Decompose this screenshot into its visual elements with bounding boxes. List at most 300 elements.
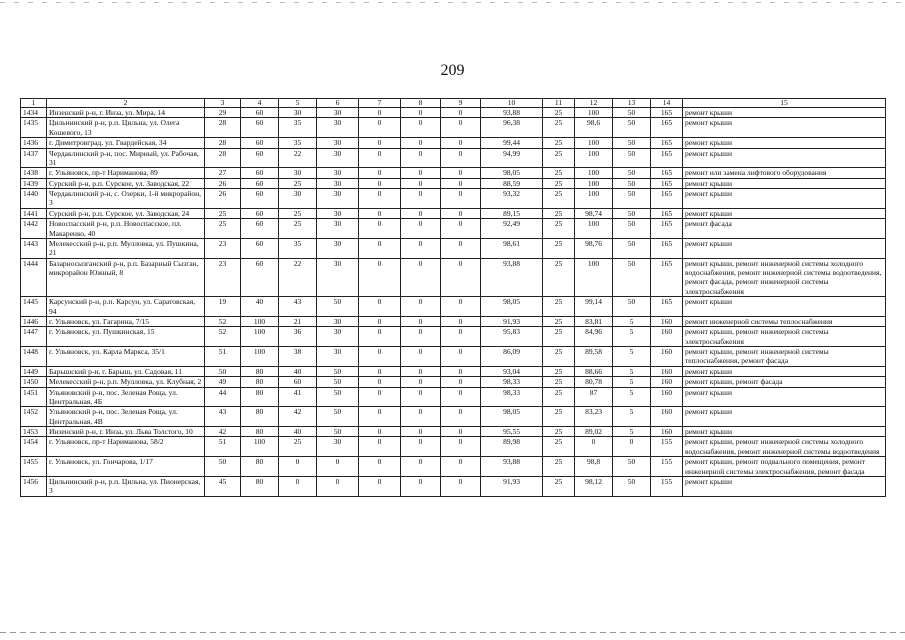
value-cell: 30 — [317, 238, 359, 258]
value-cell: 0 — [317, 457, 359, 477]
address-cell: Базарносызганский р-н, р.п. Базарный Сызган, микрорайон Южный, 8 — [47, 258, 205, 297]
value-cell: 155 — [651, 457, 683, 477]
table-row — [21, 327, 886, 347]
value-cell: 0 — [359, 297, 401, 317]
value-cell: 40 — [241, 297, 279, 317]
table-row — [21, 366, 886, 376]
value-cell: 50 — [613, 189, 651, 209]
value-cell: 0 — [441, 138, 481, 148]
value-cell: 160 — [651, 427, 683, 437]
value-cell: 160 — [651, 387, 683, 407]
value-cell: 25 — [205, 208, 241, 218]
value-cell: 60 — [241, 219, 279, 239]
value-cell: 35 — [279, 138, 317, 148]
value-cell: 0 — [441, 327, 481, 347]
value-cell: 25 — [279, 219, 317, 239]
value-cell: 80 — [241, 366, 279, 376]
work-type-cell: ремонт фасада — [683, 219, 886, 239]
value-cell: 89,02 — [575, 427, 613, 437]
value-cell: 28 — [205, 138, 241, 148]
value-cell: 0 — [401, 118, 441, 138]
value-cell: 30 — [317, 316, 359, 326]
value-cell: 0 — [441, 108, 481, 118]
value-cell: 5 — [613, 427, 651, 437]
value-cell: 0 — [359, 108, 401, 118]
address-cell: г. Ульяновск, ул. Гончарова, 1/17 — [47, 457, 205, 477]
address-cell: Ульяновский р-н, пос. Зеленая Роща, ул. Центральная, 4Б — [47, 387, 205, 407]
address-cell: Мелекесский р-н, р.п. Мулловка, ул. Пушкина, 21 — [47, 238, 205, 258]
address-cell: г. Ульяновск, ул. Гагарина, 7/15 — [47, 316, 205, 326]
value-cell: 95,55 — [481, 427, 543, 437]
value-cell: 26 — [205, 189, 241, 209]
value-cell: 165 — [651, 138, 683, 148]
table-row — [21, 316, 886, 326]
value-cell: 50 — [613, 297, 651, 317]
value-cell: 83,81 — [575, 316, 613, 326]
work-type-cell: ремонт крыши — [683, 476, 886, 496]
row-number: 1448 — [21, 347, 47, 367]
table-row — [21, 476, 886, 496]
value-cell: 5 — [613, 387, 651, 407]
value-cell: 0 — [359, 427, 401, 437]
column-header: 4 — [241, 99, 279, 108]
value-cell: 40 — [279, 427, 317, 437]
value-cell: 50 — [205, 366, 241, 376]
value-cell: 0 — [401, 407, 441, 427]
value-cell: 89,98 — [481, 437, 543, 457]
value-cell: 0 — [359, 476, 401, 496]
scan-edge-bottom — [0, 632, 905, 633]
value-cell: 25 — [543, 457, 575, 477]
table-row — [21, 377, 886, 387]
value-cell: 25 — [543, 208, 575, 218]
value-cell: 0 — [401, 189, 441, 209]
value-cell: 98,8 — [575, 457, 613, 477]
value-cell: 25 — [543, 377, 575, 387]
value-cell: 99,14 — [575, 297, 613, 317]
value-cell: 0 — [401, 148, 441, 168]
column-header: 7 — [359, 99, 401, 108]
value-cell: 25 — [543, 327, 575, 347]
value-cell: 88,66 — [575, 366, 613, 376]
value-cell: 60 — [241, 118, 279, 138]
value-cell: 38 — [279, 347, 317, 367]
value-cell: 92,49 — [481, 219, 543, 239]
value-cell: 0 — [359, 208, 401, 218]
table-row — [21, 219, 886, 239]
value-cell: 98,76 — [575, 238, 613, 258]
address-cell: Новоспасский р-н, р.п. Новоспасское, пл. Макаренко, 40 — [47, 219, 205, 239]
address-cell: Цильнинский р-н, р.п. Цильна, ул. Олега Кошевого, 13 — [47, 118, 205, 138]
value-cell: 91,93 — [481, 316, 543, 326]
column-header: 5 — [279, 99, 317, 108]
value-cell: 0 — [317, 476, 359, 496]
value-cell: 100 — [241, 347, 279, 367]
value-cell: 80 — [241, 387, 279, 407]
value-cell: 25 — [543, 168, 575, 178]
value-cell: 25 — [279, 178, 317, 188]
value-cell: 100 — [575, 178, 613, 188]
value-cell: 165 — [651, 108, 683, 118]
row-number: 1442 — [21, 219, 47, 239]
value-cell: 100 — [241, 437, 279, 457]
row-number: 1451 — [21, 387, 47, 407]
value-cell: 43 — [205, 407, 241, 427]
value-cell: 93,04 — [481, 366, 543, 376]
row-number: 1450 — [21, 377, 47, 387]
value-cell: 25 — [279, 208, 317, 218]
row-number: 1443 — [21, 238, 47, 258]
work-type-cell: ремонт крыши — [683, 108, 886, 118]
value-cell: 0 — [359, 148, 401, 168]
value-cell: 98,6 — [575, 118, 613, 138]
value-cell: 165 — [651, 219, 683, 239]
work-type-cell: ремонт крыши — [683, 138, 886, 148]
column-header: 9 — [441, 99, 481, 108]
work-type-cell: ремонт крыши, ремонт инженерной системы холодного водоснабжения, ремонт инженерной системы водоотведения — [683, 437, 886, 457]
value-cell: 98,05 — [481, 168, 543, 178]
value-cell: 0 — [441, 457, 481, 477]
value-cell: 5 — [613, 327, 651, 347]
table-row — [21, 258, 886, 297]
value-cell: 93,88 — [481, 108, 543, 118]
row-number: 1456 — [21, 476, 47, 496]
value-cell: 0 — [359, 387, 401, 407]
value-cell: 0 — [359, 316, 401, 326]
value-cell: 60 — [241, 258, 279, 297]
value-cell: 30 — [317, 138, 359, 148]
value-cell: 0 — [359, 366, 401, 376]
value-cell: 25 — [543, 347, 575, 367]
work-type-cell: ремонт крыши, ремонт инженерной системы холодного водоснабжения, ремонт инженерной системы водоотведения, ремонт фасада, ремонт инженерной системы электроснабжения — [683, 258, 886, 297]
value-cell: 0 — [279, 457, 317, 477]
value-cell: 0 — [359, 437, 401, 457]
value-cell: 60 — [241, 138, 279, 148]
value-cell: 100 — [575, 219, 613, 239]
address-cell: Цильнинский р-н, р.п. Цильна, ул. Пионерская, 3 — [47, 476, 205, 496]
value-cell: 50 — [613, 168, 651, 178]
value-cell: 0 — [401, 178, 441, 188]
value-cell: 60 — [241, 208, 279, 218]
row-number: 1445 — [21, 297, 47, 317]
value-cell: 165 — [651, 118, 683, 138]
column-header: 3 — [205, 99, 241, 108]
value-cell: 25 — [205, 219, 241, 239]
value-cell: 30 — [317, 189, 359, 209]
table-row — [21, 427, 886, 437]
value-cell: 165 — [651, 258, 683, 297]
value-cell: 0 — [359, 347, 401, 367]
value-cell: 0 — [401, 168, 441, 178]
value-cell: 25 — [543, 366, 575, 376]
value-cell: 80 — [241, 476, 279, 496]
value-cell: 0 — [401, 138, 441, 148]
value-cell: 5 — [613, 316, 651, 326]
work-type-cell: ремонт или замена лифтового оборудования — [683, 168, 886, 178]
value-cell: 50 — [317, 407, 359, 427]
value-cell: 0 — [441, 366, 481, 376]
table-header — [21, 99, 886, 108]
value-cell: 35 — [279, 118, 317, 138]
value-cell: 25 — [543, 316, 575, 326]
value-cell: 165 — [651, 189, 683, 209]
value-cell: 93,88 — [481, 457, 543, 477]
value-cell: 25 — [543, 476, 575, 496]
value-cell: 23 — [205, 258, 241, 297]
value-cell: 35 — [279, 238, 317, 258]
address-cell: Карсунский р-н, р.п. Карсун, ул. Саратовская, 94 — [47, 297, 205, 317]
column-header: 12 — [575, 99, 613, 108]
address-cell: Ульяновский р-н, пос. Зеленая Роща, ул. Центральная, 4В — [47, 407, 205, 427]
value-cell: 45 — [205, 476, 241, 496]
value-cell: 5 — [613, 407, 651, 427]
row-number: 1440 — [21, 189, 47, 209]
value-cell: 0 — [401, 437, 441, 457]
value-cell: 0 — [359, 407, 401, 427]
value-cell: 5 — [613, 347, 651, 367]
column-header: 8 — [401, 99, 441, 108]
value-cell: 52 — [205, 327, 241, 347]
work-type-cell: ремонт крыши — [683, 148, 886, 168]
header-row — [21, 99, 886, 108]
value-cell: 98,05 — [481, 297, 543, 317]
value-cell: 42 — [279, 407, 317, 427]
value-cell: 25 — [543, 138, 575, 148]
value-cell: 30 — [317, 327, 359, 347]
value-cell: 25 — [543, 387, 575, 407]
value-cell: 50 — [613, 178, 651, 188]
value-cell: 83,23 — [575, 407, 613, 427]
row-number: 1436 — [21, 138, 47, 148]
value-cell: 0 — [441, 347, 481, 367]
column-header: 6 — [317, 99, 359, 108]
address-cell: Сурский р-н, р.п. Сурское, ул. Заводская, 24 — [47, 208, 205, 218]
value-cell: 60 — [241, 148, 279, 168]
value-cell: 0 — [401, 258, 441, 297]
value-cell: 91,93 — [481, 476, 543, 496]
value-cell: 25 — [543, 437, 575, 457]
value-cell: 0 — [359, 138, 401, 148]
value-cell: 100 — [575, 148, 613, 168]
value-cell: 60 — [279, 377, 317, 387]
value-cell: 30 — [279, 168, 317, 178]
value-cell: 60 — [241, 238, 279, 258]
value-cell: 98,74 — [575, 208, 613, 218]
value-cell: 25 — [543, 407, 575, 427]
value-cell: 26 — [205, 178, 241, 188]
value-cell: 60 — [241, 189, 279, 209]
value-cell: 80 — [241, 407, 279, 427]
value-cell: 42 — [205, 427, 241, 437]
row-number: 1435 — [21, 118, 47, 138]
work-type-cell: ремонт крыши — [683, 366, 886, 376]
value-cell: 0 — [441, 476, 481, 496]
value-cell: 0 — [359, 327, 401, 347]
column-header: 14 — [651, 99, 683, 108]
value-cell: 44 — [205, 387, 241, 407]
value-cell: 30 — [317, 108, 359, 118]
column-header: 1 — [21, 99, 47, 108]
value-cell: 100 — [241, 316, 279, 326]
value-cell: 60 — [241, 168, 279, 178]
value-cell: 100 — [575, 258, 613, 297]
value-cell: 80 — [241, 427, 279, 437]
value-cell: 98,33 — [481, 387, 543, 407]
table-row — [21, 238, 886, 258]
value-cell: 0 — [441, 316, 481, 326]
value-cell: 28 — [205, 118, 241, 138]
table-row — [21, 297, 886, 317]
value-cell: 100 — [575, 138, 613, 148]
value-cell: 41 — [279, 387, 317, 407]
table-body — [21, 108, 886, 497]
value-cell: 30 — [317, 178, 359, 188]
value-cell: 94,99 — [481, 148, 543, 168]
table-row — [21, 118, 886, 138]
value-cell: 5 — [613, 377, 651, 387]
table-row — [21, 407, 886, 427]
value-cell: 25 — [543, 427, 575, 437]
value-cell: 0 — [359, 457, 401, 477]
address-cell: Мелекесский р-н, р.п. Мулловка, ул. Клубная, 2 — [47, 377, 205, 387]
value-cell: 0 — [359, 238, 401, 258]
value-cell: 100 — [575, 168, 613, 178]
value-cell: 25 — [543, 118, 575, 138]
value-cell: 50 — [317, 377, 359, 387]
address-cell: Инзенский р-н, г. Инза, ул. Мира, 14 — [47, 108, 205, 118]
value-cell: 0 — [359, 377, 401, 387]
value-cell: 50 — [613, 208, 651, 218]
value-cell: 0 — [441, 189, 481, 209]
value-cell: 160 — [651, 366, 683, 376]
value-cell: 50 — [205, 457, 241, 477]
work-type-cell: ремонт крыши, ремонт подвального помещения, ремонт инженерной системы электроснабжения, ремонт фасада — [683, 457, 886, 477]
value-cell: 52 — [205, 316, 241, 326]
value-cell: 30 — [317, 437, 359, 457]
value-cell: 25 — [543, 219, 575, 239]
value-cell: 155 — [651, 437, 683, 457]
value-cell: 0 — [401, 316, 441, 326]
value-cell: 160 — [651, 377, 683, 387]
value-cell: 0 — [575, 437, 613, 457]
value-cell: 50 — [317, 297, 359, 317]
column-header: 11 — [543, 99, 575, 108]
value-cell: 80 — [241, 377, 279, 387]
value-cell: 98,33 — [481, 377, 543, 387]
value-cell: 93,32 — [481, 189, 543, 209]
value-cell: 165 — [651, 178, 683, 188]
value-cell: 160 — [651, 347, 683, 367]
value-cell: 0 — [401, 347, 441, 367]
value-cell: 98,61 — [481, 238, 543, 258]
value-cell: 25 — [543, 238, 575, 258]
address-cell: Сурский р-н, р.п. Сурское, ул. Заводская, 22 — [47, 178, 205, 188]
work-type-cell: ремонт крыши — [683, 427, 886, 437]
value-cell: 25 — [543, 258, 575, 297]
value-cell: 30 — [317, 258, 359, 297]
value-cell: 98,05 — [481, 407, 543, 427]
value-cell: 0 — [441, 387, 481, 407]
value-cell: 5 — [613, 366, 651, 376]
value-cell: 50 — [613, 219, 651, 239]
work-type-cell: ремонт крыши — [683, 118, 886, 138]
table-row — [21, 387, 886, 407]
column-header: 13 — [613, 99, 651, 108]
value-cell: 50 — [317, 366, 359, 376]
row-number: 1434 — [21, 108, 47, 118]
value-cell: 160 — [651, 316, 683, 326]
value-cell: 89,58 — [575, 347, 613, 367]
value-cell: 25 — [543, 148, 575, 168]
value-cell: 25 — [543, 108, 575, 118]
value-cell: 29 — [205, 108, 241, 118]
value-cell: 60 — [241, 108, 279, 118]
value-cell: 100 — [241, 327, 279, 347]
value-cell: 0 — [359, 258, 401, 297]
value-cell: 25 — [543, 297, 575, 317]
value-cell: 36 — [279, 327, 317, 347]
value-cell: 40 — [279, 366, 317, 376]
value-cell: 100 — [575, 108, 613, 118]
table-row — [21, 457, 886, 477]
value-cell: 99,44 — [481, 138, 543, 148]
work-type-cell: ремонт крыши, ремонт инженерной системы электроснабжения — [683, 327, 886, 347]
value-cell: 165 — [651, 297, 683, 317]
work-type-cell: ремонт крыши — [683, 238, 886, 258]
column-header: 10 — [481, 99, 543, 108]
row-number: 1447 — [21, 327, 47, 347]
value-cell: 0 — [441, 178, 481, 188]
repair-schedule-table — [20, 98, 886, 497]
value-cell: 0 — [401, 476, 441, 496]
row-number: 1439 — [21, 178, 47, 188]
value-cell: 0 — [441, 407, 481, 427]
work-type-cell: ремонт крыши, ремонт инженерной системы теплоснабжения, ремонт фасада — [683, 347, 886, 367]
row-number: 1452 — [21, 407, 47, 427]
row-number: 1438 — [21, 168, 47, 178]
value-cell: 27 — [205, 168, 241, 178]
value-cell: 30 — [317, 347, 359, 367]
value-cell: 51 — [205, 437, 241, 457]
value-cell: 25 — [543, 178, 575, 188]
column-header: 15 — [683, 99, 886, 108]
address-cell: Чердаклинский р-н, пос. Мирный, ул. Рабочая, 31 — [47, 148, 205, 168]
address-cell: Барышский р-н, г. Барыш, ул. Садовая, 11 — [47, 366, 205, 376]
value-cell: 50 — [613, 148, 651, 168]
value-cell: 21 — [279, 316, 317, 326]
table-row — [21, 138, 886, 148]
value-cell: 25 — [279, 437, 317, 457]
value-cell: 23 — [205, 238, 241, 258]
row-number: 1454 — [21, 437, 47, 457]
value-cell: 0 — [441, 168, 481, 178]
work-type-cell: ремонт инженерной системы теплоснабжения — [683, 316, 886, 326]
value-cell: 50 — [613, 258, 651, 297]
value-cell: 0 — [401, 387, 441, 407]
address-cell: г. Димитровград, ул. Гвардейская, 34 — [47, 138, 205, 148]
work-type-cell: ремонт крыши — [683, 407, 886, 427]
row-number: 1449 — [21, 366, 47, 376]
value-cell: 96,38 — [481, 118, 543, 138]
value-cell: 89,15 — [481, 208, 543, 218]
table-row — [21, 148, 886, 168]
value-cell: 98,12 — [575, 476, 613, 496]
value-cell: 88,59 — [481, 178, 543, 188]
value-cell: 50 — [613, 476, 651, 496]
table-row — [21, 437, 886, 457]
value-cell: 165 — [651, 208, 683, 218]
work-type-cell: ремонт крыши — [683, 387, 886, 407]
